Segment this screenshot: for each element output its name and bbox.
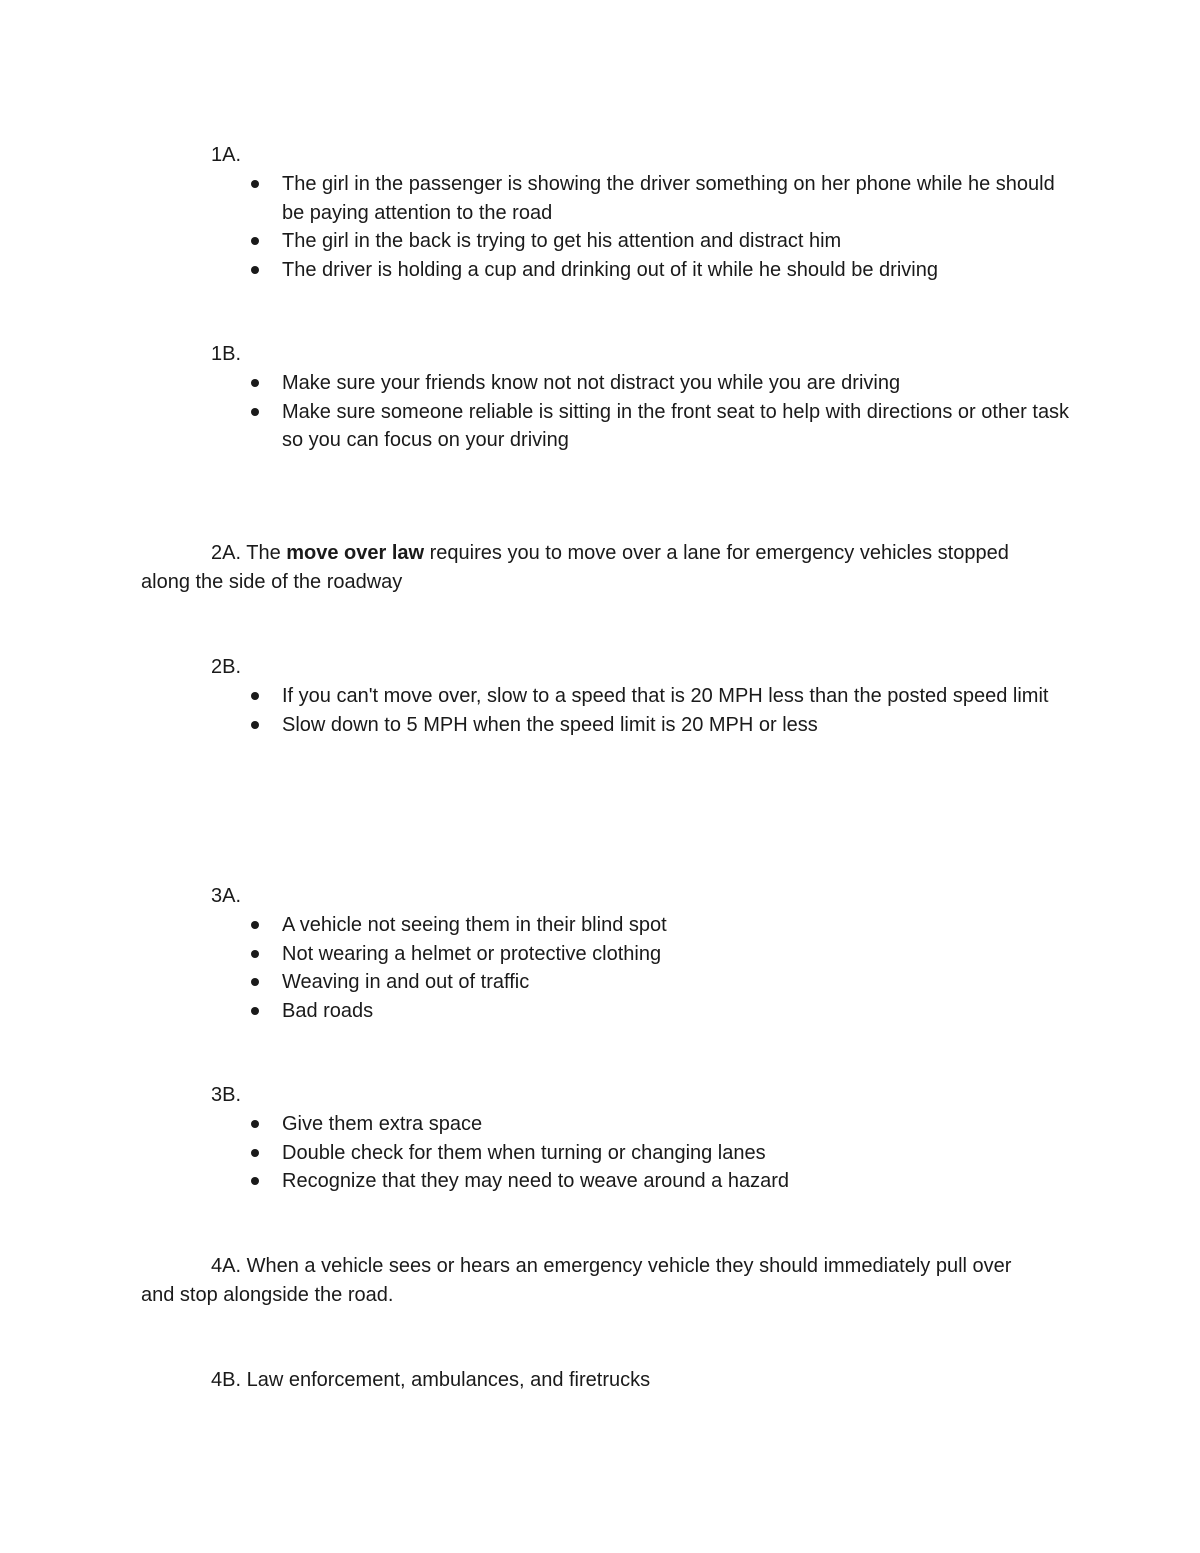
list-item-text: The girl in the passenger is showing the driver something on her phone while he should be paying attention to the road: [282, 173, 1055, 224]
bullet-icon: [251, 1120, 259, 1128]
bullet-icon: [251, 692, 259, 700]
bullet-icon: [251, 266, 259, 274]
section-4b-paragraph: [141, 1366, 1041, 1395]
section-4b-text: Law enforcement, ambulances, and firetrucks: [241, 1369, 651, 1391]
list-item-text: Weaving in and out of traffic: [282, 971, 530, 993]
list-item: [0, 227, 1072, 256]
section-4a-text: When a vehicle sees or hears an emergency vehicle they should immediately pull over and stop alongside the road.: [141, 1255, 1012, 1306]
section-2b-list: [0, 682, 1200, 739]
list-item: [0, 911, 1072, 940]
list-item-text: Not wearing a helmet or protective clothing: [282, 942, 662, 965]
list-item: [0, 997, 1072, 1026]
section-2a-label: 2A.: [211, 542, 242, 564]
bullet-icon: [251, 379, 259, 387]
list-item-text: Bad roads: [282, 999, 374, 1022]
list-item-text: Slow down to 5 MPH when the speed limit is 20 MPH or less: [282, 713, 818, 736]
list-item: [0, 1139, 1072, 1168]
bullet-icon: [251, 978, 259, 986]
bullet-icon: [251, 408, 259, 416]
list-item-text: A vehicle not seeing them in their blind spot: [282, 914, 667, 936]
list-item: [0, 1110, 1072, 1139]
list-item: [0, 1167, 1072, 1196]
section-1a-label: 1A.: [211, 144, 242, 166]
list-item: [0, 398, 1072, 455]
section-2a-pre: The: [241, 542, 287, 564]
bullet-icon: [251, 1177, 259, 1185]
section-3b-label: 3B.: [211, 1084, 242, 1106]
list-item-text: Give them extra space: [282, 1113, 483, 1135]
list-item: [0, 968, 1072, 997]
bullet-icon: [251, 237, 259, 245]
section-4b-label: 4B.: [211, 1369, 242, 1391]
bullet-icon: [251, 1149, 259, 1157]
list-item-text: Recognize that they may need to weave around a hazard: [282, 1170, 789, 1192]
section-3a-list: [0, 911, 1200, 1025]
bullet-icon: [251, 180, 259, 188]
section-3a-label: 3A.: [211, 885, 242, 907]
move-over-law-term: move over law: [286, 542, 425, 564]
section-4a-paragraph: [141, 1252, 1041, 1309]
list-item: [0, 682, 1072, 711]
section-3b-list: [0, 1110, 1200, 1196]
list-item-text: Make sure your friends know not not distract you while you are driving: [282, 372, 901, 394]
list-item-text: The driver is holding a cup and drinking out of it while he should be driving: [282, 258, 938, 281]
list-item-text: Double check for them when turning or changing lanes: [282, 1141, 766, 1164]
list-item: [0, 940, 1072, 969]
bullet-icon: [251, 921, 259, 929]
section-2a-paragraph: [141, 539, 1041, 596]
section-1a-list: [0, 170, 1200, 284]
list-item-text: If you can't move over, slow to a speed that is 20 MPH less than the posted speed limit: [282, 685, 1049, 707]
section-1b-label: 1B.: [211, 343, 242, 365]
bullet-icon: [251, 1007, 259, 1015]
section-2a-post: requires you to move over a lane for emergency vehicles stopped along the side of the roadway: [141, 542, 1009, 593]
list-item-text: The girl in the back is trying to get his attention and distract him: [282, 230, 842, 252]
section-1b-list: [0, 369, 1200, 455]
list-item: [0, 170, 1072, 227]
section-4a-label: 4A.: [211, 1255, 242, 1277]
bullet-icon: [251, 950, 259, 958]
list-item-text: Make sure someone reliable is sitting in the front seat to help with directions or other task so you can focus on your driving: [282, 400, 1070, 451]
list-item: [0, 369, 1072, 398]
list-item: [0, 711, 1072, 740]
bullet-icon: [251, 721, 259, 729]
section-2b-label: 2B.: [211, 656, 242, 678]
list-item: [0, 256, 1072, 285]
